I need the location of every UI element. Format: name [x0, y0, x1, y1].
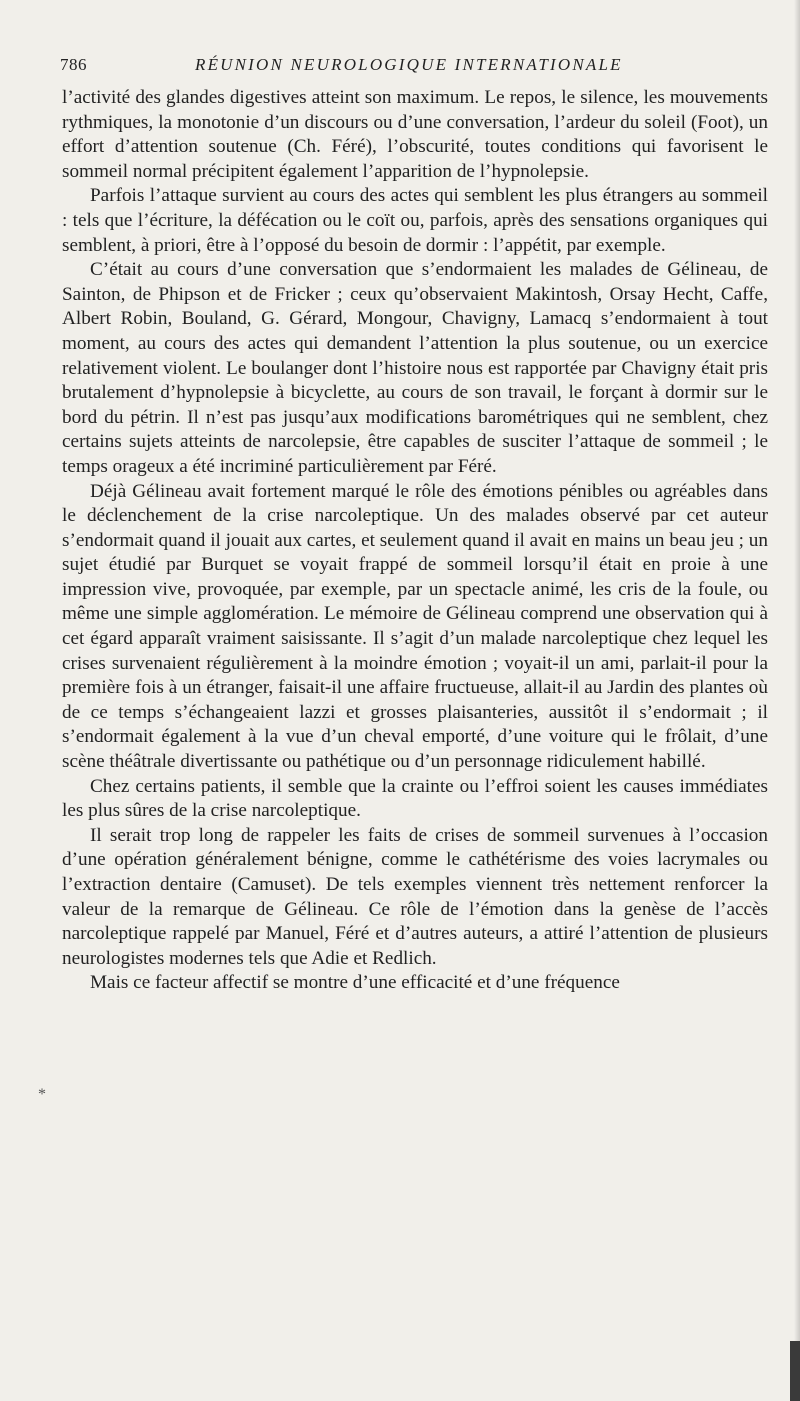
paragraph-6: Il serait trop long de rappeler les faits de crises de sommeil survenues à l’occasion d’une opération généralement bénigne, comme le cathétérisme des voies lacrymales ou l’extraction dentaire (Camuset). De tels exemples viennent très nettement renforcer la valeur de la remarque de Gélineau. Ce rôle de l’émotion dans la genèse de l’accès narcoleptique rappelé par Manuel, Féré et d’autres auteurs, a attiré l’attention de plusieurs neurologistes modernes tels que Adie et Redlich.: [62, 824, 768, 969]
margin-mark: *: [38, 1086, 46, 1103]
paragraph-7: Mais ce facteur affectif se montre d’une efficacité et d’une fréquence: [90, 972, 620, 994]
page-number: 786: [60, 55, 87, 74]
paragraph-2: Parfois l’attaque survient au cours des actes qui semblent les plus étrangers au sommeil : tels que l’écriture, la défécation ou le coït ou, parfois, après des sensations organiques qui semblent, à priori, être à l’opposé du besoin de dormir : l’appétit, par exemple.: [62, 185, 768, 256]
page-header: [60, 55, 760, 81]
page-corner-mark: [790, 1341, 800, 1401]
paragraph-3: C’était au cours d’une conversation que s’endormaient les malades de Gélineau, de Sainton, de Phipson et de Fricker ; ceux qu’observaient Makintosh, Orsay Hecht, Caffe, Albert Robin, Bouland, G. Gérard, Mongour, Chavigny, Lamacq s’endormaient à tout moment, au cours des actes qui demandent l’attention la plus soutenue, ou un exercice relativement violent. Le boulanger dont l’histoire nous est rapportée par Chavigny était pris brutalement d’hypnolepsie à bicyclette, au cours de son travail, le forçant à dormir sur le bord du pétrin. Il n’est pas jusqu’aux modifications barométriques qui ne semblent, chez certains sujets atteints de narcolepsie, être capables de susciter l’attaque de sommeil ; le temps orageux a été incriminé particulièrement par Féré.: [62, 259, 768, 477]
paragraph-4: Déjà Gélineau avait fortement marqué le rôle des émotions pénibles ou agréables dans le déclenchement de la crise narcoleptique. Un des malades observé par cet auteur s’endormait quand il jouait aux cartes, et seulement quand il avait en mains un beau jeu ; un sujet étudié par Burquet se voyait frappé de sommeil lorsqu’il était en proie à une impression vive, provoquée, par exemple, par un spectacle animé, les cris de la foule, ou même une simple agglomération. Le mémoire de Gélineau comprend une observation qui à cet égard apparaît vraiment saisissante. Il s’agit d’un malade narcoleptique chez lequel les crises survenaient régulièrement à la moindre émotion ; voyait-il un ami, parlait-il pour la première fois à un étranger, faisait-il une affaire fructueuse, allait-il au Jardin des plantes où de ce temps s’échangeaient lazzi et grosses plaisanteries, aussitôt il s’endormait ; il s’endormait également à la vue d’un cheval emporté, d’une voiture qui le frôlait, d’une scène théâtrale divertissante ou pathétique ou d’un personnage ridiculement habillé.: [62, 480, 768, 773]
body-text: [62, 86, 768, 996]
page-edge-shadow: [794, 0, 800, 1401]
paragraph-5: Chez certains patients, il semble que la crainte ou l’effroi soient les causes immédiates les plus sûres de la crise narcoleptique.: [62, 775, 768, 822]
running-title: RÉUNION NEUROLOGIQUE INTERNATIONALE: [195, 55, 623, 74]
paragraph-1: l’activité des glandes digestives atteint son maximum. Le repos, le silence, les mouvements rythmiques, la monotonie d’un discours ou d’une conversation, l’ardeur du soleil (Foot), un effort d’attention soutenue (Ch. Féré), l’obscurité, toutes conditions qui favorisent le sommeil normal précipitent également l’apparition de l’hypnolepsie.: [62, 87, 768, 182]
